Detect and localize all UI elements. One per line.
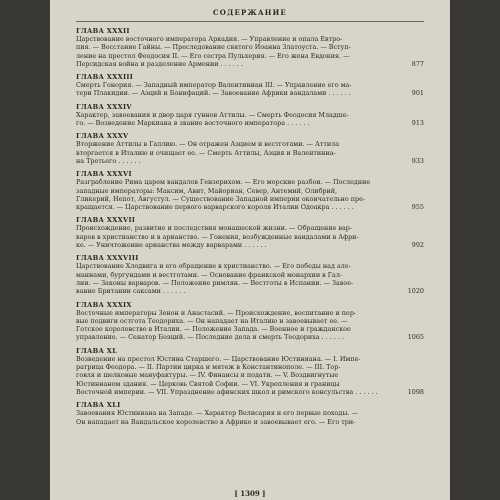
page-number: [ 1309 ] [234,489,266,498]
summary-line [76,35,424,43]
page-ref: 955 [411,203,424,212]
summary-line-text: Гликерий, Непот, Августул. — Существование Западной империи окончательно пре- [76,194,366,203]
chapter-summary [76,111,424,128]
summary-line: Восточной империи. — VII. Упразднение афинских школ и римского консульства . . . . . . 1098 [76,387,424,396]
chapter-title: ГЛАВА XXXV [76,132,129,141]
page-ref: 1098 [407,387,424,396]
summary-line-text: Завоевания Юстиниана на Западе. — Характер Велисария и его первые походы. — [76,409,358,418]
summary-line-text: вание Британии саксами [76,287,161,296]
chapter-title: ГЛАВА XXXVII [76,216,136,225]
toc-entry [76,73,424,98]
summary-line-text: Он нападает на Вандальское королевство в Африке и завоевывает его. — Его три- [76,417,356,426]
summary-line [76,317,424,325]
page-ref: 877 [411,59,424,68]
chapter-summary [76,262,424,295]
chapter-summary [76,355,424,396]
summary-line [76,371,424,379]
summary-line [76,149,424,157]
summary-line [76,380,424,388]
summary-line-text: вые подвиги остгота Теодориха. — Он нападает на Италию и завоевывает ее. — [76,316,348,325]
toc-entry [76,103,424,128]
summary-line-text: го. — Возведение Маркиана в звание восточного императора [76,119,286,128]
summary-line-text: варов в христианство и в арианство. — Гонения, возбужденные вандалами в Афри- [76,232,359,241]
summary-line-text: тери Плакидии. — Аэций и Бонифаций. — Завоевание Африки вандалами [76,89,327,98]
toc-entry [76,27,424,68]
page-ref: 1065 [407,333,424,342]
chapter-summary [76,178,424,211]
summary-line-text: Восточной империи. — VII. Упразднение афинских школ и римского консульства [76,387,354,396]
chapter-summary [76,224,424,249]
summary-line [76,355,424,363]
summary-line-text: Царствование Хлодвига и его обращение в христианство. — Его победы над але- [76,262,351,271]
summary-line [76,81,424,89]
summary-line: кращается. — Царствование первого варварского короля Италии Одоакра . . . . . . 955 [76,203,424,212]
summary-line-text: кращается. — Царствование первого варварского короля Италии Одоакра [76,203,330,212]
summary-line-text: Разграбление Рима царем вандалов Гензерихом. — Его морские разбои. — Последние [76,178,371,187]
summary-line: тери Плакидии. — Аэций и Бонифаций. — Завоевание Африки вандалами . . . . . . 901 [76,89,424,98]
summary-line-text: западные императоры: Максим, Авит, Майориан, Север, Антемий, Олибрий, [76,186,338,195]
summary-line [76,195,424,203]
table-of-contents [76,27,424,426]
summary-line [76,52,424,60]
page-ref: 901 [411,89,424,98]
summary-line-text: Возведение на престол Юстина Старшего. — Царствование Юстиниана. — I. Импе- [76,354,361,363]
summary-line [76,418,424,426]
summary-line [76,43,424,51]
summary-line-text: управление. — Сенатор Боэций. — Последние дела и смерть Теодориха [76,333,320,342]
summary-line [76,233,424,241]
toc-entry [76,401,424,426]
summary-line-text: Характер, завоевания и двор царя гуннов Аттилы. — Смерть Феодосия Младше- [76,110,349,119]
chapter-title: ГЛАВА XXXVI [76,170,132,179]
chapter-title: ГЛАВА XXXII [76,27,130,35]
summary-line [76,224,424,232]
summary-line [76,325,424,333]
summary-line-text: Персидская война и разделение Армении [76,59,219,68]
summary-line-text: ратрица Феодора. — II. Партии цирка и мятеж в Константинополе. — III. Тор- [76,363,341,372]
chapter-summary [76,35,424,68]
summary-line [76,409,424,417]
summary-line [76,187,424,195]
summary-line-text: говля и шелковые мануфактуры. — IV. Финансы и подати. — V. Воздвигнутые [76,371,339,380]
chapter-title: ГЛАВА XLI [76,401,121,410]
toc-entry [76,347,424,396]
page-ref: 913 [411,119,424,128]
page-ref: 933 [411,156,424,165]
summary-line [76,140,424,148]
summary-line-text: пия. — Восстание Гайны. — Преследование святого Иоанна Златоуста. — Вступ- [76,43,351,52]
summary-line: управление. — Сенатор Боэций. — Последние дела и смерть Теодориха . . . . . . 1065 [76,333,424,342]
summary-line-text: Восточные императоры Зенон и Анастасий. — Происхождение, воспитание и пер- [76,308,357,317]
chapter-summary [76,81,424,98]
toc-entry [76,132,424,165]
toc-entry [76,301,424,342]
summary-line-text: Юстинианом здания. — Церковь Святой Софии. — VI. Укрепления и границы [76,379,340,388]
toc-entry [76,254,424,295]
chapter-summary [76,409,424,426]
summary-line-text: маннами, бургундами и вестготами. — Основание франкской монархии в Гал- [76,270,343,279]
summary-line-text: Смерть Гонория. — Западный император Валентиниан III. — Управление его ма- [76,81,352,90]
summary-line [76,271,424,279]
summary-line-text: лии. — Законы варваров. — Положение римлян. — Вестготы в Испании. — Завое- [76,278,354,287]
summary-line [76,363,424,371]
running-head: СОДЕРЖАНИЕ [76,8,424,22]
page-ref: 992 [411,241,424,250]
summary-line: го. — Возведение Маркиана в звание восточного императора . . . . . . 913 [76,119,424,128]
chapter-summary [76,309,424,342]
chapter-title: ГЛАВА XXXIV [76,102,132,111]
summary-line [76,262,424,270]
summary-line-text: Происхождение, развитие и последствия монашеской жизни. — Обращение вар- [76,224,353,233]
summary-line-text: Вторжение Аттилы в Галлию. — Он отражен Аэцием и вестготами. — Аттила [76,140,340,149]
summary-line-text: ке. — Уничтожение арианства между варварами [76,241,243,250]
chapter-title: ГЛАВА XL [76,346,118,355]
chapter-summary [76,140,424,165]
summary-line-text: вторгается в Италию и очищает ее. — Смерть Аттилы, Аэция и Валентиниа- [76,148,336,157]
summary-line-text: на Третьего [76,156,117,165]
summary-line [76,279,424,287]
summary-line-text: Царствование восточного императора Аркадия. — Управление и опала Евтро- [76,35,343,43]
summary-line [76,178,424,186]
chapter-title: ГЛАВА XXXIII [76,73,134,82]
chapter-title: ГЛАВА XXXVIII [76,254,139,263]
toc-entry [76,170,424,211]
summary-line: на Третьего . . . . . . 933 [76,156,424,165]
summary-line: вание Британии саксами . . . . . . 1020 [76,287,424,296]
chapter-title: ГЛАВА XXXIX [76,300,132,309]
summary-line-text: Готское королевство в Италии. — Положение Запада. — Военное и гражданское [76,325,351,334]
summary-line-text: ление на престол Феодосия II. — Его сестра Пульхерия. — Его жена Евдокия. — [76,51,350,60]
page-ref: 1020 [407,287,424,296]
toc-entry [76,216,424,249]
folio-number: 1309 [240,489,260,498]
book-page [50,0,450,500]
summary-line: ке. — Уничтожение арианства между варварами . . . . . . 992 [76,241,424,250]
summary-line [76,111,424,119]
summary-line: Персидская война и разделение Армении . . . . . . 877 [76,59,424,68]
summary-line [76,309,424,317]
